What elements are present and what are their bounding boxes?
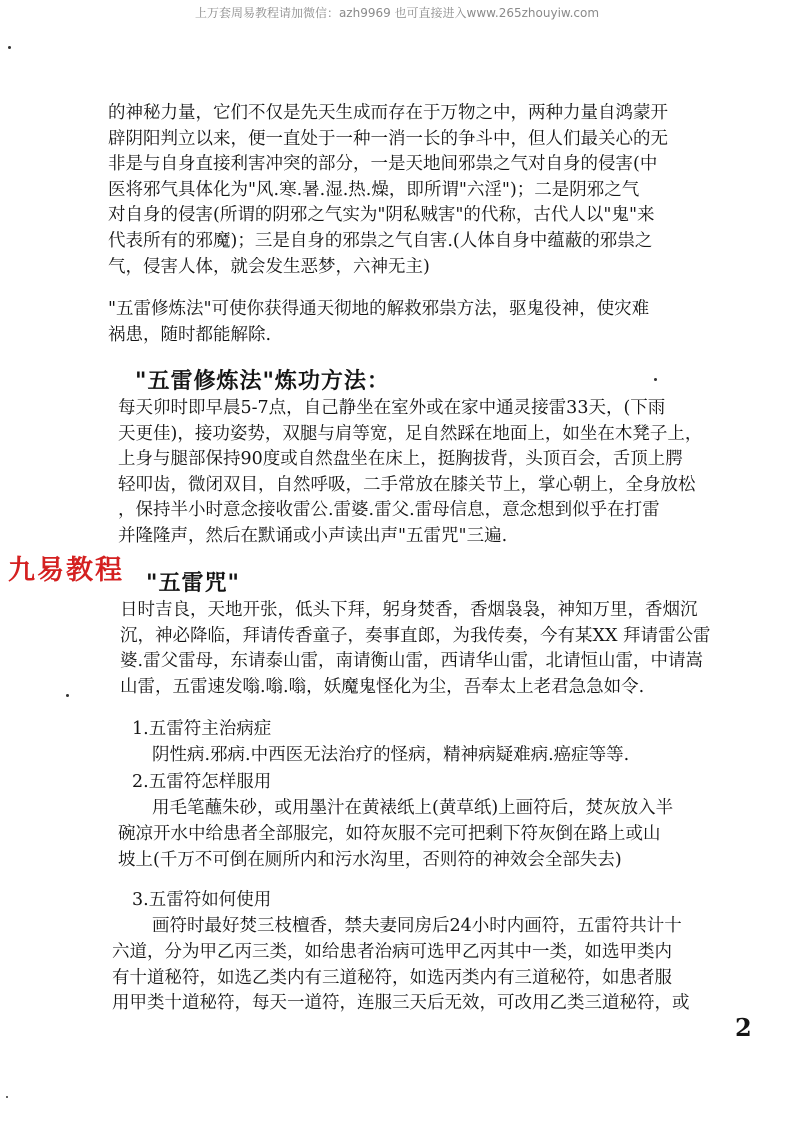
scan-speck (66, 694, 69, 697)
text-line: 并隆隆声，然后在默诵或小声读出声"五雷咒"三遍. (118, 525, 508, 546)
paragraph-2 (108, 297, 730, 348)
list-item-title: 1.五雷符主治病症 (132, 719, 272, 739)
watermark-logo: 九易教程 (8, 555, 124, 586)
text-line: 气，侵害人体，就会发生恶梦，六神无主) (108, 256, 430, 277)
list-item-2-continued (118, 822, 730, 873)
text-line: 碗凉开水中给患者全部服完，如符灰服不完可把剩下符灰倒在路上或山 (118, 824, 661, 844)
text-line: 对自身的侵害(所谓的阴邪之气实为"阴私贼害"的代称，古代人以"鬼"来 (108, 205, 655, 226)
text-line: 轻叩齿，微闭双目，自然呼吸，二手常放在膝关节上，掌心朝上，全身放松 (118, 474, 696, 495)
section-heading-practice-method: "五雷修炼法"炼功方法： (135, 368, 390, 394)
section-heading-incantation: "五雷咒" (146, 570, 240, 596)
text-line: 沉，神必降临，拜请传香童子，奏事直郎，为我传奏，今有某XX 拜请雷公雷 (120, 625, 711, 646)
text-line: "五雷修炼法"可使你获得通天彻地的解救邪祟方法，驱鬼役神，使灾难 (108, 299, 650, 319)
paragraph-4 (120, 598, 730, 700)
text-line: 阴性病.邪病.中西医无法治疗的怪病，精神病疑难病.癌症等等. (152, 744, 630, 765)
text-line: 代表所有的邪魔)；三是自身的邪祟之气自害.(人体自身中蕴蔽的邪祟之 (108, 230, 653, 251)
paragraph-3 (118, 396, 730, 550)
text-line: 画符时最好焚三枝檀香，禁夫妻同房后24小时内画符，五雷符共计十 (152, 915, 682, 936)
list-item-title: 3.五雷符如何使用 (132, 890, 272, 910)
scan-speck (6, 1096, 8, 1098)
text-line: 六道，分为甲乙丙三类，如给患者治病可选甲乙丙其中一类，如选甲类内 (112, 942, 672, 962)
list-item-2 (132, 770, 730, 821)
text-line: 山雷，五雷速发嗡.嗡.嗡，妖魔鬼怪化为尘，吾奉太上老君急急如令. (120, 676, 645, 697)
text-line: 上身与腿部保持90度或自然盘坐在床上，挺胸拔背，头顶百会，舌顶上腭 (118, 449, 683, 470)
text-line: 祸患，随时都能解除. (108, 324, 272, 345)
text-line: 天更佳)，接功姿势，双腿与肩等宽，足自然踩在地面上，如坐在木凳子上， (118, 423, 703, 444)
top-banner: 上万套周易教程请加微信：azh9969 也可直接进入www.265zhouyiw.com (194, 6, 600, 20)
text-line: 有十道秘符，如选乙类内有三道秘符，如选丙类内有三道秘符，如患者服 (112, 967, 672, 988)
scan-speck (654, 378, 657, 381)
text-line: 非是与自身直接利害冲突的部分，一是天地间邪祟之气对自身的侵害(中 (108, 154, 658, 175)
text-line: 婆.雷父雷母，东请泰山雷，南请衡山雷，西请华山雷，北请恒山雷，中请嵩 (120, 651, 704, 672)
text-line: 的神秘力量，它们不仅是先天生成而存在于万物之中，两种力量自鸿蒙开 (108, 103, 668, 123)
scan-speck (8, 46, 11, 49)
list-item-3 (132, 888, 730, 939)
paragraph-1 (108, 101, 730, 280)
list-item-title: 2.五雷符怎样服用 (132, 772, 272, 792)
text-line: 辟阴阳判立以来，便一直处于一种一消一长的争斗中，但人们最关心的无 (108, 128, 668, 149)
text-line: 用毛笔蘸朱砂，或用墨汁在黄裱纸上(黄草纸)上画符后，焚灰放入半 (152, 797, 674, 818)
list-item-3-continued (112, 940, 730, 1017)
list-item-1 (132, 717, 730, 768)
text-line: 日时吉良，天地开张，低头下拜，躬身焚香，香烟袅袅，神知万里，香烟沉 (120, 600, 698, 620)
text-line: 医将邪气具体化为"风.寒.暑.湿.热.燥，即所谓"六淫")；二是阴邪之气 (108, 179, 640, 200)
text-line: ，保持半小时意念接收雷公.雷婆.雷父.雷母信息，意念想到似乎在打雷 (118, 500, 660, 521)
page-number: 2 (735, 1013, 752, 1042)
text-line: 每天卯时即早晨5-7点，自己静坐在室外或在家中通灵接雷33天，(下雨 (118, 398, 666, 418)
text-line: 用甲类十道秘符，每天一道符，连服三天后无效，可改用乙类三道秘符，或 (112, 993, 690, 1014)
text-line: 坡上(千万不可倒在厕所内和污水沟里，否则符的神效会全部失去) (118, 849, 622, 870)
